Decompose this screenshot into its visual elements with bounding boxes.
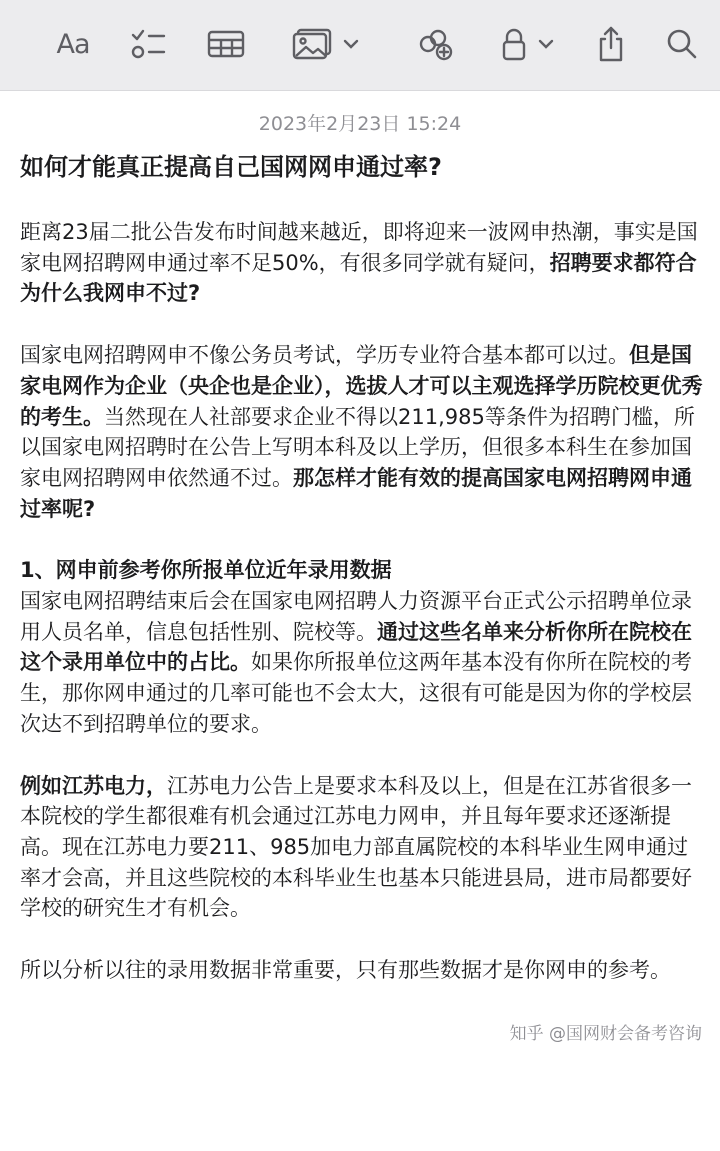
paragraph-bold-text: 招聘要求都符合为什么我网申不过? xyxy=(20,250,697,306)
chevron-down-icon xyxy=(342,37,360,51)
paragraph-3 xyxy=(20,586,708,740)
note-date: 2023年2月23日 15:24 xyxy=(258,113,462,135)
note-body xyxy=(20,217,708,1017)
paragraph-text: 国家电网招聘结束后会在国家电网招聘人力资源平台正式公示招聘单位录用人员名单，信息包括性别、院校等。 xyxy=(20,589,692,644)
search-icon xyxy=(666,28,698,60)
share-button[interactable] xyxy=(592,26,630,62)
checklist-button[interactable] xyxy=(128,26,168,62)
media-button[interactable] xyxy=(289,26,363,62)
paragraph-text: 距离23届二批公告发布时间越来越近，即将迎来一波网申热潮，事实是国家电网招聘网申通过率不足50%，有很多同学就有疑问， xyxy=(20,220,698,275)
lock-icon xyxy=(501,27,527,61)
paragraph-text: 当然现在人社部要求企业不得以211,985等条件为招聘门槛，所以国家电网招聘时在公告上写明本科及以上学历，但很多本科生在参加国家电网招聘网申依然通不过。 xyxy=(20,404,695,490)
paragraph-bold-text: 通过这些名单来分析你所在院校在这个录用单位中的占比。 xyxy=(20,619,692,675)
paragraph-text: 国家电网招聘网申不像公务员考试，学历专业符合基本都可以过。 xyxy=(20,343,629,368)
paragraph-text: 如果你所报单位这两年基本没有你所在院校的考生，那你网申通过的几率可能也不会太大，这很有可能是因为你的学校层次达不到招聘单位的要求。 xyxy=(20,650,692,736)
paragraph-1 xyxy=(20,217,708,309)
watermark: 知乎 @国网财会备考咨询 xyxy=(509,1024,702,1044)
media-icon xyxy=(292,28,334,60)
note-title: 如何才能真正提高自己国网网申通过率? xyxy=(20,153,442,181)
search-button[interactable] xyxy=(664,26,700,62)
format-text-button[interactable] xyxy=(50,26,96,62)
paragraph-text: 江苏电力公告上是要求本科及以上，但是在江苏省很多一本院校的学生都很难有机会通过江苏电力网申，并且每年要求还逐渐提高。现在江苏电力要211、985加电力部直属院校的本科毕业生网申通过率才会高，并且这些院校的本科毕业生也基本只能进县局，进市局都要好学校的研究生才有机会。 xyxy=(20,773,692,921)
section-heading: 1、网申前参考你所报单位近年录用数据 xyxy=(20,558,392,583)
paragraph-2 xyxy=(20,340,708,524)
paragraph-bold-text: 例如江苏电力， xyxy=(20,773,167,798)
paragraph-bold-text: 但是国家电网作为企业（央企也是企业），选拔人才可以主观选择学历院校更优秀的考生。 xyxy=(20,343,703,429)
paragraph-bold-text: 那怎样才能有效的提高国家电网招聘网申通过率呢? xyxy=(20,465,692,521)
checklist-icon xyxy=(130,28,166,60)
notes-toolbar xyxy=(0,0,720,91)
lock-button[interactable] xyxy=(496,26,560,62)
table-button[interactable] xyxy=(206,26,246,62)
collaborate-icon xyxy=(416,26,456,62)
collaborate-button[interactable] xyxy=(415,26,457,62)
paragraph-5: 所以分析以往的录用数据非常重要，只有那些数据才是你网申的参考。 xyxy=(20,958,671,983)
paragraph-4 xyxy=(20,771,708,925)
chevron-down-icon xyxy=(537,37,555,51)
table-icon xyxy=(207,30,245,58)
note-content[interactable] xyxy=(0,91,720,1151)
share-icon xyxy=(595,25,627,63)
format-text-icon: Aa xyxy=(56,28,90,60)
